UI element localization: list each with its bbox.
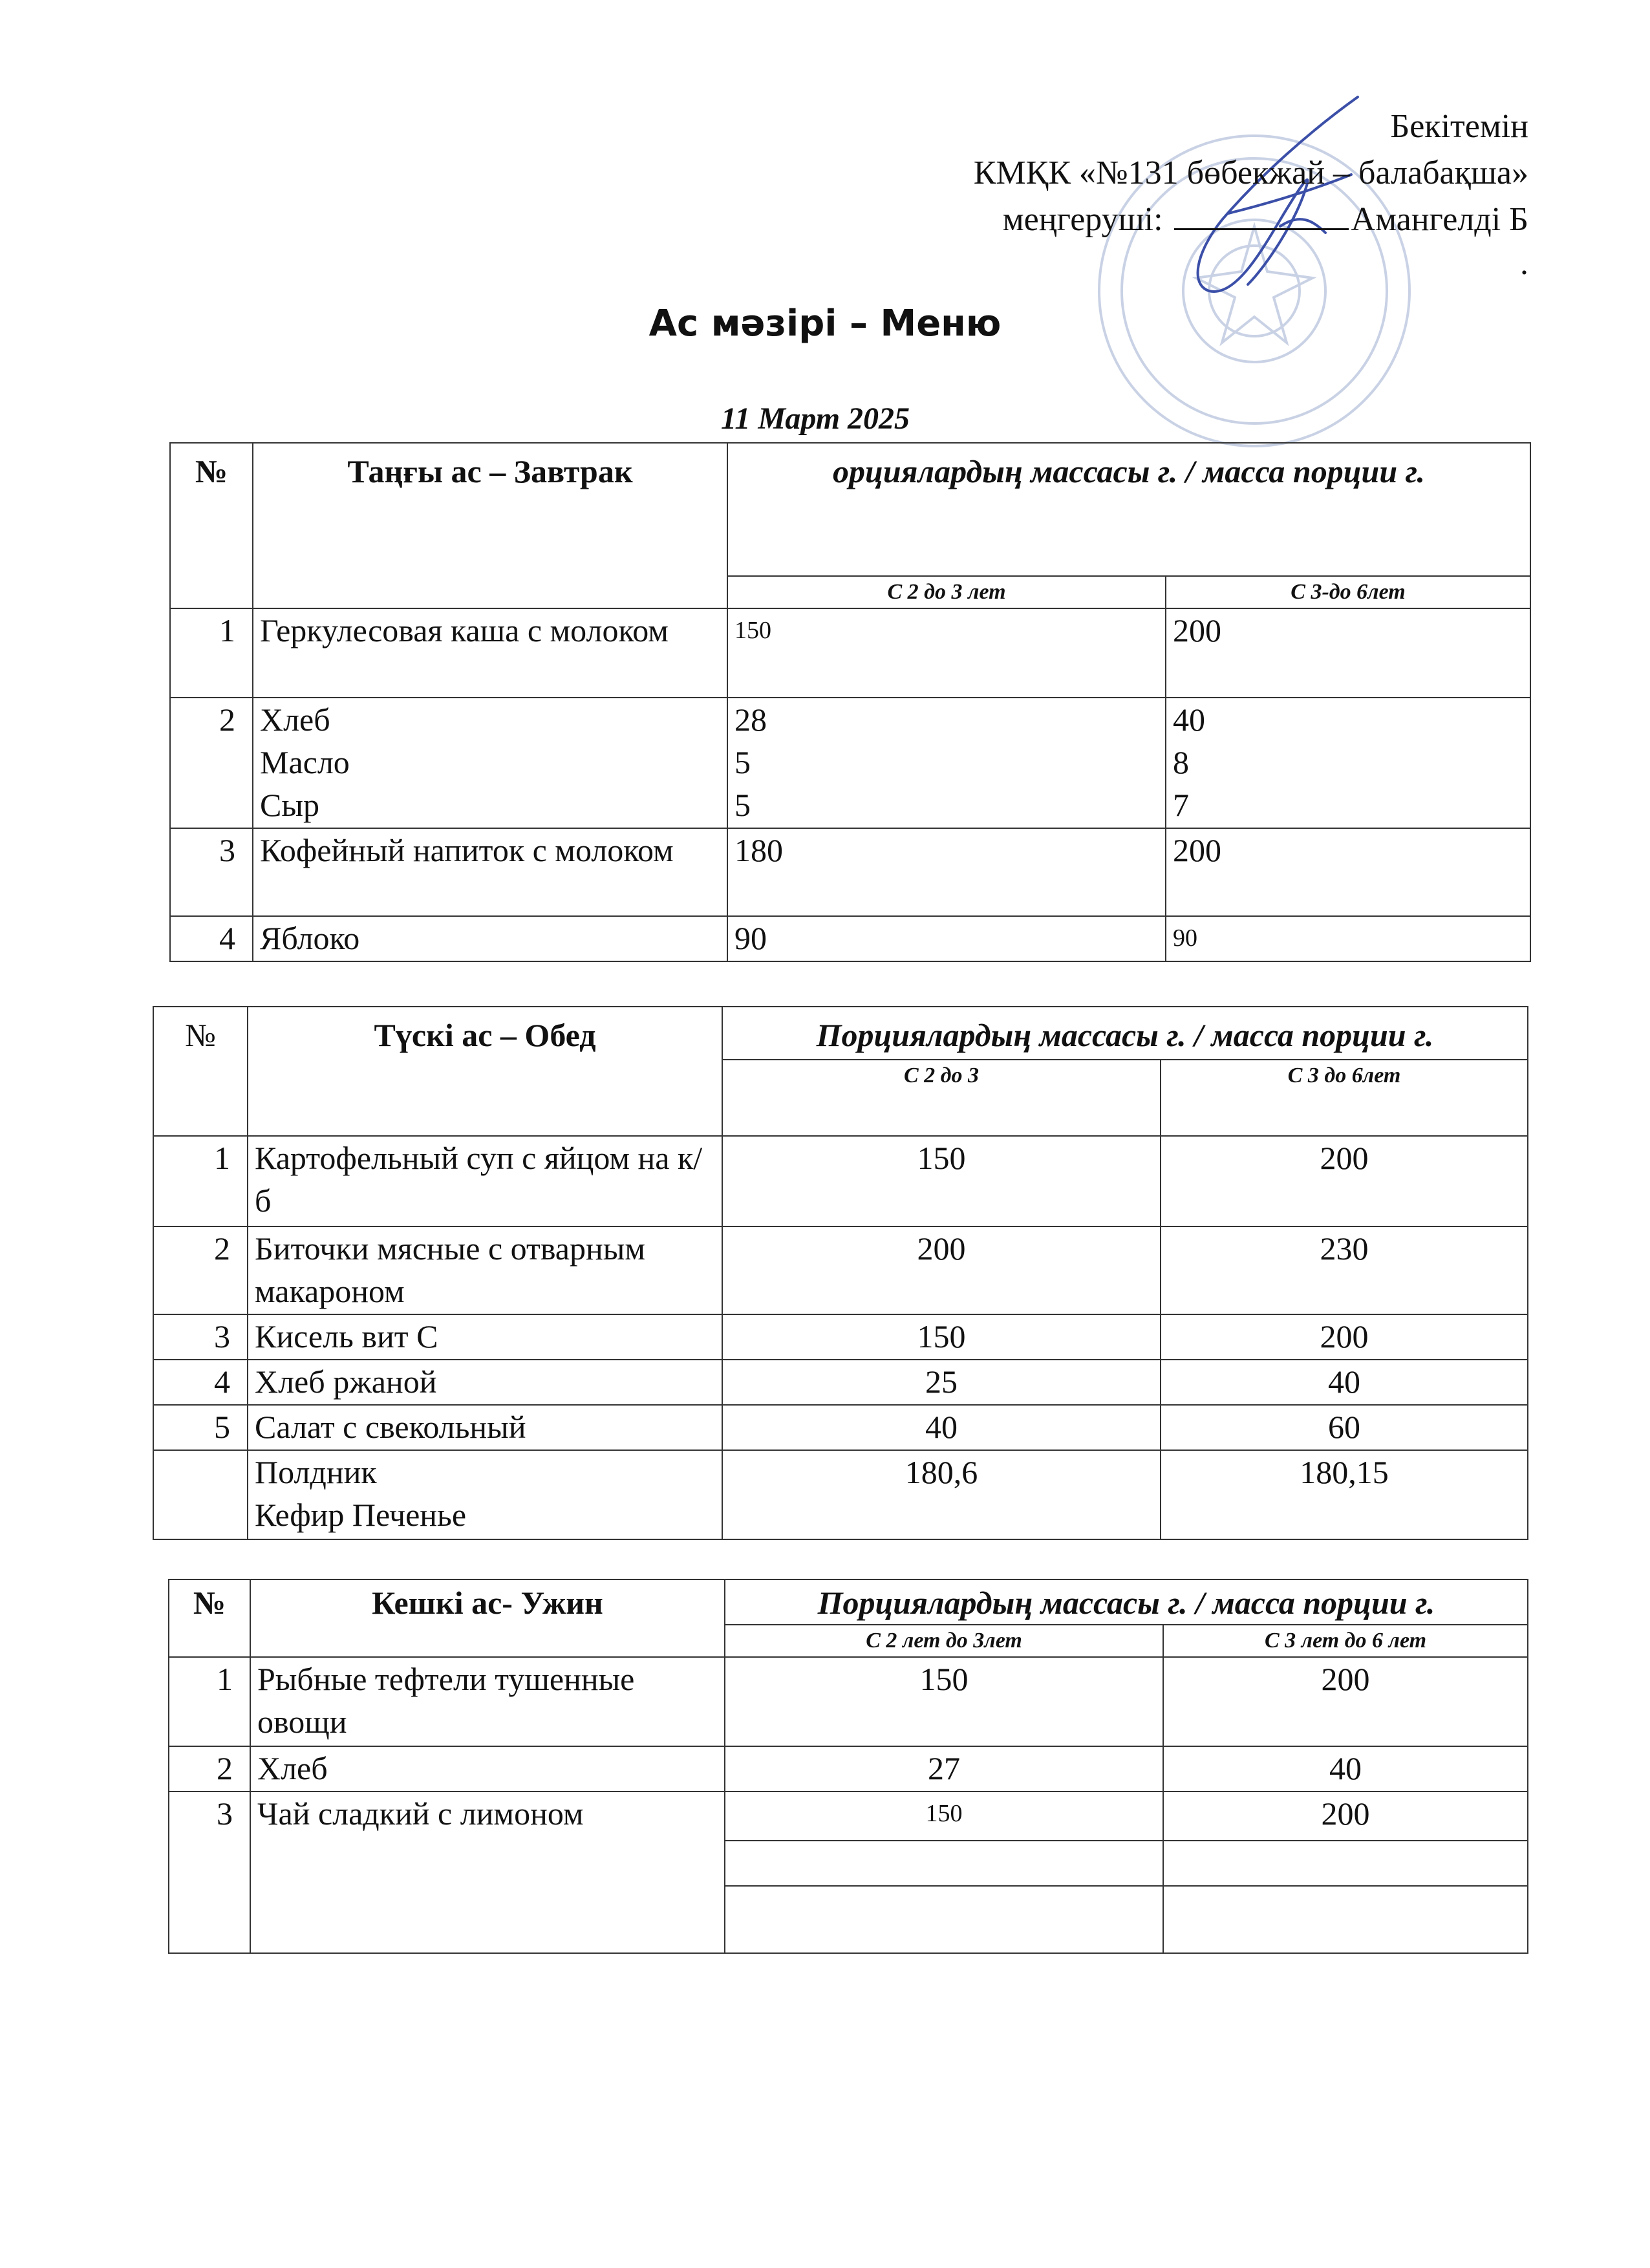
lunch-table [153,1006,1528,1540]
dish-name: Чай сладкий с лимоном [250,1792,725,1953]
age-group-2: С 3 до 6лет [1161,1060,1528,1136]
portion-age-1: 40 [722,1405,1161,1450]
breakfast-table [169,442,1531,962]
portion-age-2: 200 [1166,828,1530,916]
approval-name: Амангелді Б [1351,201,1528,238]
col-meal-header: Түскі ас – Обед [248,1007,722,1136]
dish-name [253,698,727,828]
dish-name: Рыбные тефтели тушенные овощи [250,1657,725,1746]
row-number [153,1450,248,1539]
row-number: 3 [153,1314,248,1360]
row-number: 4 [170,916,253,961]
portion-age-2: 40 [1163,1746,1528,1792]
dish-name-line: Полдник [255,1454,377,1490]
dish-name: Биточки мясные с отварным макароном [248,1226,722,1314]
table-row [153,1226,1528,1314]
age-group-1: С 2 лет до 3лет [725,1625,1163,1657]
table-row [169,1746,1528,1792]
approval-line-3 [753,197,1528,243]
portion-value: 5 [734,744,751,780]
portion-value: 8 [1173,744,1189,780]
portion-age-2: 90 [1166,916,1530,961]
row-number: 2 [153,1226,248,1314]
table-row [169,1792,1528,1841]
signature-line [1174,197,1349,230]
portion-age-1: 180,6 [722,1450,1161,1539]
portion-age-2: 230 [1161,1226,1528,1314]
row-number: 2 [169,1746,250,1792]
table-header-row [153,1007,1528,1060]
menu-date: 11 Март 2025 [721,401,910,436]
portion-value: 5 [734,787,751,823]
row-number: 4 [153,1360,248,1405]
table-row [153,1405,1528,1450]
col-number-header: № [153,1007,248,1136]
table-row [169,1657,1528,1746]
approval-line-4: . [1520,245,1528,282]
portion-age-2: 200 [1163,1792,1528,1841]
portion-age-1: 180 [727,828,1166,916]
empty-cell [725,1886,1163,1953]
portion-value: 7 [1173,787,1189,823]
empty-cell [725,1841,1163,1886]
portion-age-1: 25 [722,1360,1161,1405]
dish-name-line: Хлеб [260,701,330,738]
age-group-1: С 2 до 3 лет [727,576,1166,608]
portion-age-1: 200 [722,1226,1161,1314]
empty-cell [1163,1886,1528,1953]
dish-name: Геркулесовая каша с молоком [253,608,727,698]
row-number: 1 [170,608,253,698]
col-number-header: № [170,443,253,608]
table-row [153,1360,1528,1405]
table-row [153,1314,1528,1360]
table-row [153,1136,1528,1226]
table-row [170,698,1530,828]
portion-age-2 [1166,698,1530,828]
dish-name: Салат с свекольный [248,1405,722,1450]
portion-age-1: 150 [725,1792,1163,1841]
empty-cell [1163,1841,1528,1886]
approval-line-2: КМҚК «№131 бөбекжай – балабақша» [973,155,1528,191]
col-number-header: № [169,1579,250,1657]
dinner-table [168,1579,1528,1954]
dish-name-line: Масло [260,744,350,780]
portion-age-2: 180,15 [1161,1450,1528,1539]
table-row [153,1450,1528,1539]
row-number: 2 [170,698,253,828]
page-title: Ас мәзірі – Меню [648,303,1002,345]
row-number: 5 [153,1405,248,1450]
table-header-row [170,443,1530,576]
col-mass-header: Порциялардың массасы г. / масса порции г. [725,1579,1528,1625]
table-row [170,916,1530,961]
portion-age-2: 40 [1161,1360,1528,1405]
dish-name [248,1450,722,1539]
portion-age-2: 200 [1161,1314,1528,1360]
portion-age-1: 90 [727,916,1166,961]
table-row [170,828,1530,916]
portion-age-2: 60 [1161,1405,1528,1450]
col-meal-header: Таңғы ас – Завтрак [253,443,727,608]
col-mass-header: орциялардың массасы г. / масса порции г. [727,443,1530,576]
age-group-1: С 2 до 3 [722,1060,1161,1136]
dish-name-line: Сыр [260,787,319,823]
approval-line-1: Бекітемін [1390,108,1528,145]
portion-value: 28 [734,701,767,738]
portion-age-1: 150 [727,608,1166,698]
row-number: 3 [169,1792,250,1953]
portion-age-2: 200 [1163,1657,1528,1746]
table-row [170,608,1530,698]
col-meal-header: Кешкі ас- Ужин [250,1579,725,1657]
portion-age-1: 150 [722,1136,1161,1226]
row-number: 1 [169,1657,250,1746]
approval-role: меңгеруші: [1002,201,1163,238]
dish-name: Кисель вит С [248,1314,722,1360]
row-number: 3 [170,828,253,916]
portion-age-1: 150 [725,1657,1163,1746]
portion-age-2: 200 [1166,608,1530,698]
portion-age-1 [727,698,1166,828]
dish-name-line: Кефир Печенье [255,1497,467,1533]
col-mass-header: Порциялардың массасы г. / масса порции г. [722,1007,1528,1060]
row-number: 1 [153,1136,248,1226]
portion-age-2: 200 [1161,1136,1528,1226]
portion-age-1: 27 [725,1746,1163,1792]
age-group-2: С 3-до 6лет [1166,576,1530,608]
dish-name: Картофельный суп с яйцом на к/б [248,1136,722,1226]
table-header-row [169,1579,1528,1625]
dish-name: Хлеб [250,1746,725,1792]
portion-age-1: 150 [722,1314,1161,1360]
portion-value: 40 [1173,701,1205,738]
dish-name: Яблоко [253,916,727,961]
approval-block [753,103,1528,287]
age-group-2: С 3 лет до 6 лет [1163,1625,1528,1657]
dish-name: Хлеб ржаной [248,1360,722,1405]
dish-name: Кофейный напиток с молоком [253,828,727,916]
